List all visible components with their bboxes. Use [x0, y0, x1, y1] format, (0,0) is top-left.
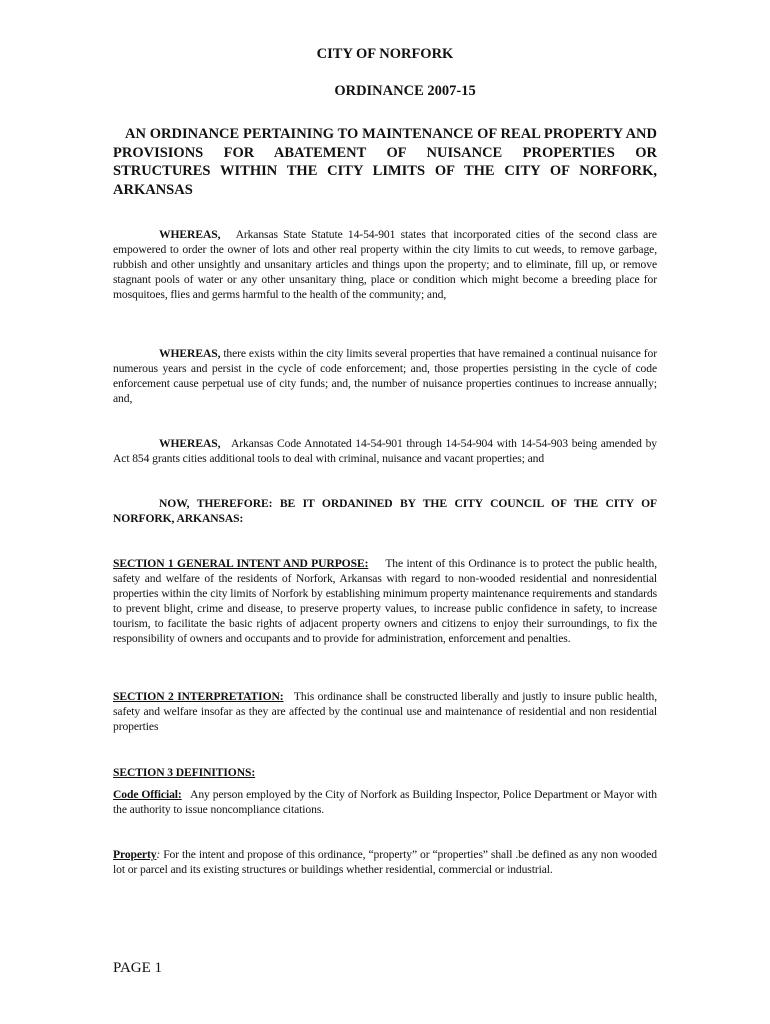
document-title: CITY OF NORFORK	[316, 46, 454, 62]
section-3-heading: SECTION 3 DEFINITIONS:	[113, 766, 256, 779]
section-text: The intent of this Ordinance is to protect the public health, safety and welfare of the residents of Norfork, Arkansas with regard to non-wooded residential and nonresidential properties within the city limits of Norfork by establishing minimum property maintenance requirements and standards to prevent blight, crime and disease, to preserve property values, to increase public confidence in safety, to increase tourism, to facilitate the basic rights of adjacent property owners and citizens to enjoy their surroundings, to fix the responsibility of owners and occupants and to provide for administration, enforcement and penalties.	[113, 557, 657, 645]
definition-text: For the intent and propose of this ordinance, “property” or “properties” shall .be defined as any non wooded lot or parcel and its existing structures or buildings whether residential, commercial or industrial.	[113, 848, 657, 876]
whereas-label: WHEREAS,	[159, 228, 221, 241]
section-heading: SECTION 1 GENERAL INTENT AND PURPOSE:	[113, 557, 369, 570]
whereas-text: Arkansas State Statute 14-54-901 states that incorporated cities of the second class are empowered to order the owner of lots and other real property within the city limits to cut weeds, to remove garbage, rubbish and other unsightly and unsanitary articles and things upon the property; and to eliminate, fill up, or remove stagnant pools of water or any other unsanitary thing, place or condition which might become a breeding place for mosquitoes, flies and germs harmful to the health of the community; and,	[113, 228, 657, 301]
definition-code-official	[113, 787, 657, 817]
ordinance-number: ORDINANCE 2007-15	[334, 83, 476, 99]
definition-text: Any person employed by the City of Norfork as Building Inspector, Police Department or Mayor with the authority to issue noncompliance citations.	[113, 788, 657, 816]
ordinance-heading: AN ORDINANCE PERTAINING TO MAINTENANCE OF REAL PROPERTY AND PROVISIONS FOR ABATEMENT OF NUISANCE PROPERTIES OR STRUCTURES WITHIN THE CITY LIMITS OF THE CITY OF NORFORK, ARKANSAS	[113, 126, 657, 198]
definition-property	[113, 847, 657, 877]
section-heading: SECTION 2 INTERPRETATION:	[113, 690, 284, 703]
whereas-text: Arkansas Code Annotated 14-54-901 through 14-54-904 with 14-54-903 being amended by Act 854 grants cities additional tools to deal with criminal, nuisance and vacant properties; and	[113, 437, 657, 465]
whereas-paragraph-3	[113, 436, 657, 466]
now-therefore-clause: NOW, THEREFORE: BE IT ORDANINED BY THE CITY COUNCIL OF THE CITY OF NORFORK, ARKANSAS:	[113, 497, 657, 525]
whereas-text: there exists within the city limits several properties that have remained a continual nuisance for numerous years and persist in the cycle of code enforcement; and, those properties persisting in the cycle of code enforcement cause perpetual use of city funds; and, the number of nuisance properties continues to increase annually; and,	[113, 347, 657, 405]
section-2	[113, 689, 657, 734]
section-text: This ordinance shall be constructed liberally and justly to insure public health, safety and welfare insofar as they are affected by the continual use and maintenance of residential and non residential properties	[113, 690, 657, 733]
definition-term: Code Official:	[113, 788, 182, 801]
whereas-label: WHEREAS,	[159, 347, 221, 360]
whereas-paragraph-1	[113, 227, 657, 302]
definition-term: Property	[113, 848, 157, 861]
whereas-label: WHEREAS,	[159, 437, 221, 450]
definition-colon: :	[156, 848, 161, 861]
section-1	[113, 556, 657, 646]
whereas-paragraph-2	[113, 346, 657, 406]
page-number: PAGE 1	[113, 960, 163, 976]
